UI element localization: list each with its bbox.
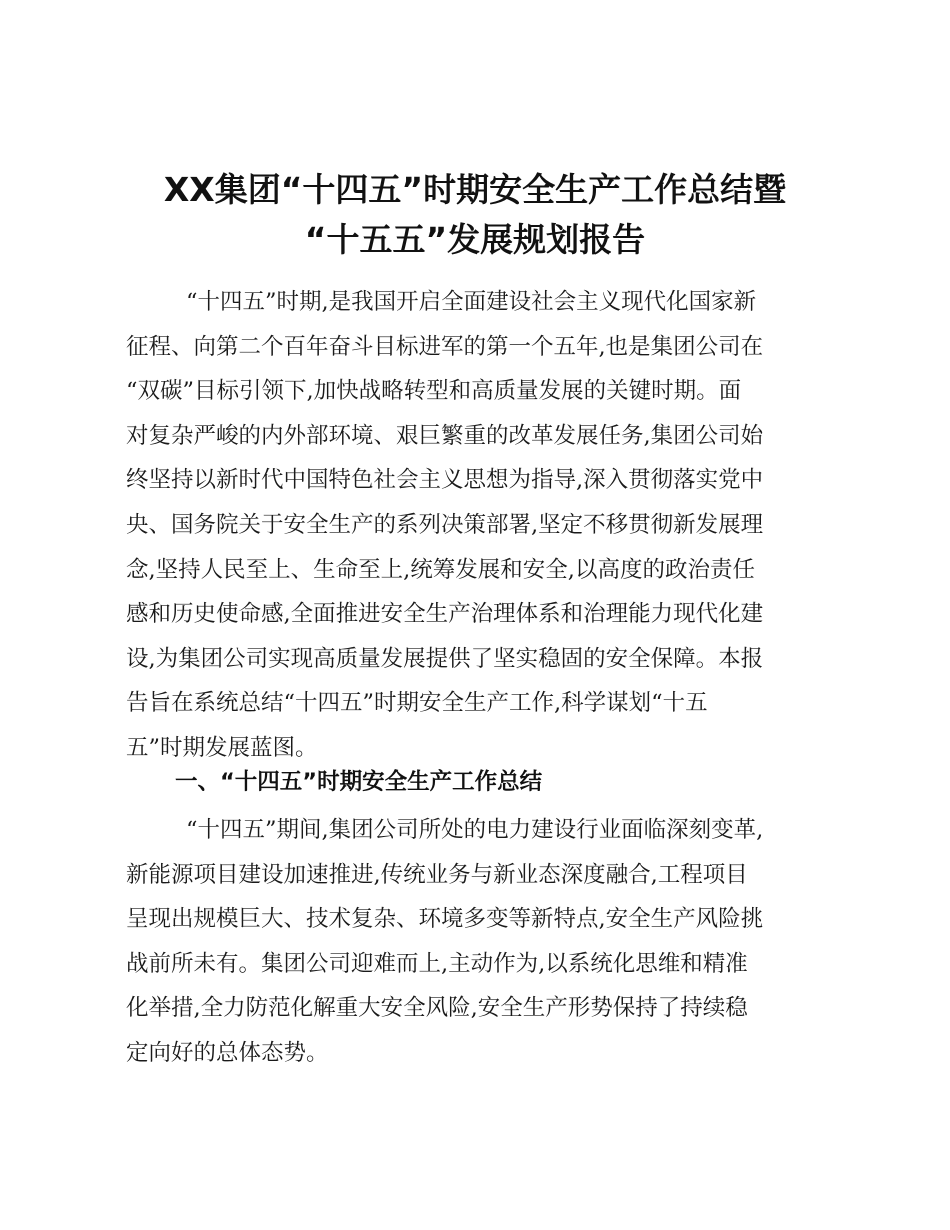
paragraph-line: 定向好的总体态势。 (126, 1039, 329, 1066)
paragraph-line: 战前所未有。集团公司迎难而上,主动作为,以系统化思维和精准 (126, 950, 748, 977)
paragraph-line: 感和历史使命感,全面推进安全生产治理体系和治理能力现代化建 (126, 601, 764, 628)
paragraph-line: “十四五”期间,集团公司所处的电力建设行业面临深刻变革, (186, 817, 764, 843)
paragraph-line: 征程、向第二个百年奋斗目标进军的第一个五年,也是集团公司在 (126, 333, 764, 360)
paragraph-line: 对复杂严峻的内外部环境、艰巨繁重的改革发展任务,集团公司始 (126, 422, 764, 449)
paragraph-line: 新能源项目建设加速推进,传统业务与新业态深度融合,工程项目 (126, 861, 748, 888)
section-heading-1: 一、“十四五”时期安全生产工作总结 (175, 769, 543, 795)
document-title-line-2: “十五五”发展规划报告 (304, 220, 646, 259)
paragraph-line: 五”时期发展蓝图。 (126, 734, 318, 761)
paragraph-line: 呈现出规模巨大、技术复杂、环境多变等新特点,安全生产风险挑 (126, 906, 764, 933)
paragraph-line: 设,为集团公司实现高质量发展提供了坚实稳固的安全保障。本报 (126, 645, 764, 672)
paragraph-line: 央、国务院关于安全生产的系列决策部署,坚定不移贯彻新发展理 (126, 511, 764, 538)
paragraph-line: 念,坚持人民至上、生命至上,统筹发展和安全,以高度的政治责任 (126, 556, 755, 583)
section-1-paragraph (126, 808, 846, 1076)
paragraph-line: “双碳”目标引领下,加快战略转型和高质量发展的关键时期。面 (126, 378, 742, 405)
paragraph-line: “十四五”时期,是我国开启全面建设社会主义现代化国家新 (186, 289, 757, 315)
paragraph-line: 告旨在系统总结“十四五”时期安全生产工作,科学谋划“十五 (126, 690, 708, 717)
paragraph-line: 终坚持以新时代中国特色社会主义思想为指导,深入贯彻落实党中 (126, 467, 764, 494)
intro-paragraph (126, 280, 846, 771)
paragraph-line: 化举措,全力防范化解重大安全风险,安全生产形势保持了持续稳 (126, 995, 748, 1022)
document-title-line-1: XX集团“十四五”时期安全生产工作总结暨 (163, 170, 787, 209)
